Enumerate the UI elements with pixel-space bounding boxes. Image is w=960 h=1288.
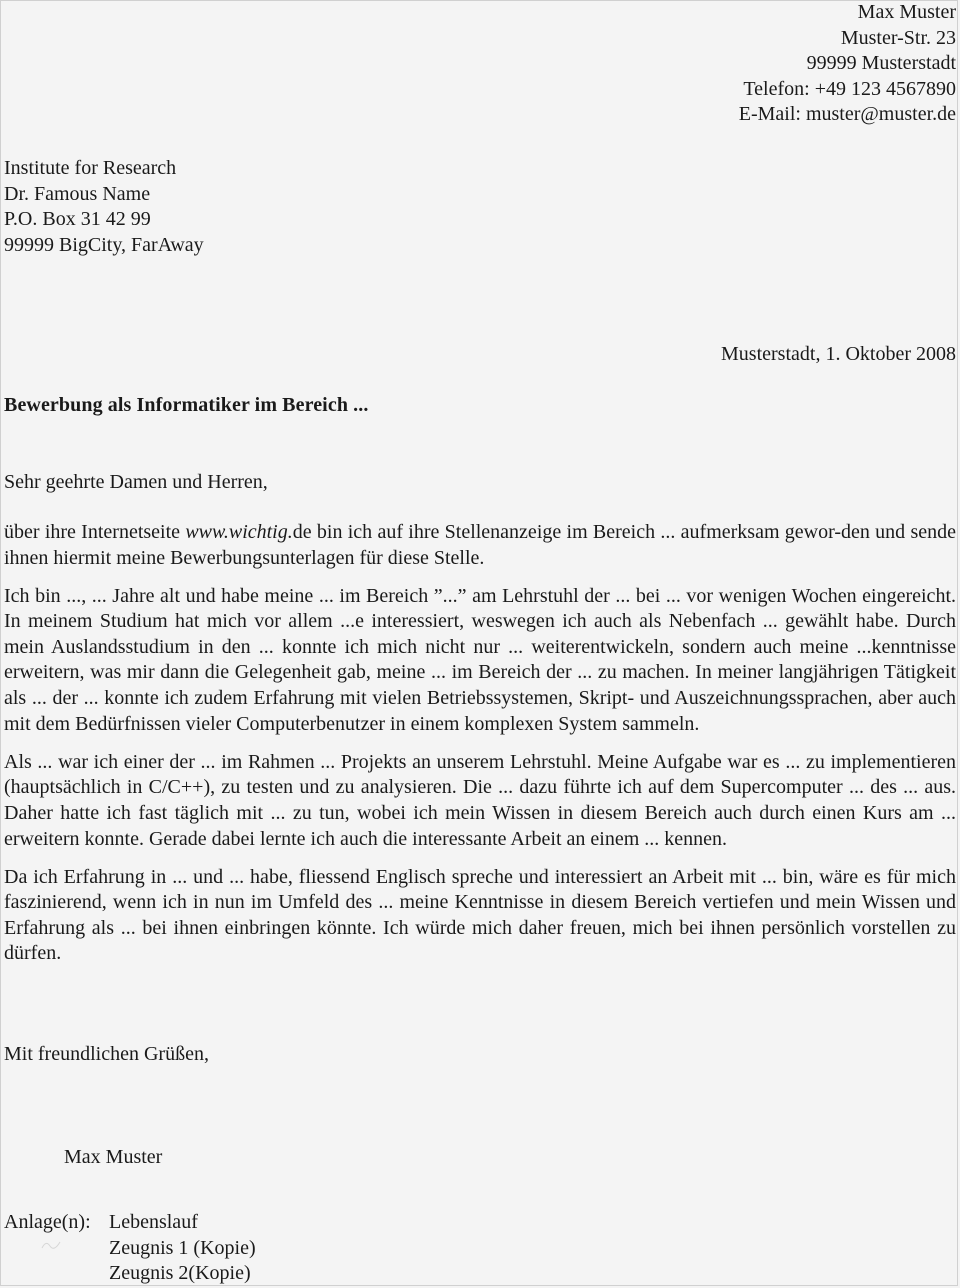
enclosures-list bbox=[109, 1210, 256, 1287]
sender-email: E-Mail: muster@muster.de bbox=[738, 103, 956, 125]
body-paragraph-2: Ich bin ..., ... Jahre alt und habe meine ... im Bereich ”...” am Lehrstuhl der ... bei ... vor wenigen Wochen eingereicht. In meinem Studium hat mich vor allem ...e interessiert, weswegen ich auch als Nebenfach ... gewählt habe. Durch mein Auslandsstudium in den ... konnte ich mich nicht nur ... weiterentwickeln, sondern auch meine ...kenntnisse erweitern, was mir dann die Gelegenheit gab, meine ... im Bereich der ... zu machen. In meiner langjährigen Tätigkeit als ... der ... konnte ich zudem Erfahrung mit vielen Betriebssystemen, Skript- und Auszeichnungssprachen, aber auch mit dem Bedürfnissen vieler Computerbenutzer in einem komplexen System sammeln. bbox=[4, 584, 956, 735]
recipient-address bbox=[4, 156, 204, 258]
closing-phrase: Mit freundlichen Grüßen, bbox=[4, 1043, 209, 1065]
sender-street: Muster-Str. 23 bbox=[840, 26, 956, 49]
recipient-line-1: Institute for Research bbox=[4, 157, 177, 179]
body-paragraph-1 bbox=[4, 520, 956, 571]
letter-subject: Bewerbung als Informatiker im Bereich ... bbox=[4, 394, 369, 416]
watermark-icon bbox=[40, 1238, 62, 1250]
sender-name: Max Muster bbox=[857, 1, 956, 23]
signature-name: Max Muster bbox=[64, 1146, 163, 1168]
recipient-line-2: Dr. Famous Name bbox=[4, 182, 151, 205]
letter-body bbox=[4, 520, 956, 980]
paragraph-1-intro: über ihre Internetseite bbox=[4, 521, 186, 543]
enclosure-item: Zeugnis 2(Kopie) bbox=[109, 1262, 251, 1284]
enclosure-item: Lebenslauf bbox=[109, 1211, 198, 1233]
recipient-line-4: 99999 BigCity, FarAway bbox=[4, 233, 204, 256]
letter-date: Musterstadt, 1. Oktober 2008 bbox=[721, 343, 956, 365]
sender-address bbox=[739, 0, 956, 128]
recipient-line-3: P.O. Box 31 42 99 bbox=[4, 208, 151, 230]
enclosures-label: Anlage(n): bbox=[4, 1211, 91, 1233]
website-link: www.wichtig. bbox=[185, 521, 293, 543]
paragraph-1-rest: bin ich auf ihre Stellenanzeige im Bereich ... aufmerksam gewor-den und sende ihnen hiermit meine Bewerbungsunterlagen für diese Stelle. bbox=[4, 521, 956, 569]
body-paragraph-4: Da ich Erfahrung in ... und ... habe, fliessend Englisch spreche und interessiert an Arbeit mit ... bin, wäre es für mich faszinierend, wenn ich in nun im Umfeld des ... meine Kenntnisse in diesem Bereich vertiefen und mein Wissen und Erfahrung als ... bei ihnen einbringen könnte. Ich würde mich daher freuen, mich bei ihnen persönlich vorstellen zu dürfen. bbox=[4, 865, 956, 965]
sender-phone: Telefon: +49 123 4567890 bbox=[743, 77, 956, 100]
sender-city: 99999 Musterstadt bbox=[806, 52, 956, 74]
enclosure-item: Zeugnis 1 (Kopie) bbox=[109, 1236, 256, 1259]
watermark-mark bbox=[40, 1238, 62, 1250]
body-paragraph-3: Als ... war ich einer der ... im Rahmen ... Projekts an unserem Lehrstuhl. Meine Aufgabe war es ... zu implementieren (hauptsächlich in C/C++), zu testen und zu analysieren. Die ... dazu führte ich auf dem Supercomputer ... des ... aus. Daher hatte ich fast täglich mit ... zu tun, wobei ich mein Wissen in diesem Bereich auch durch einen Kurs am ... erweitern konnte. Gerade dabei lernte ich auch die interessante Arbeit an einem ... kennen. bbox=[4, 750, 956, 850]
website-link-tld: de bbox=[292, 521, 312, 543]
salutation: Sehr geehrte Damen und Herren, bbox=[4, 471, 268, 493]
